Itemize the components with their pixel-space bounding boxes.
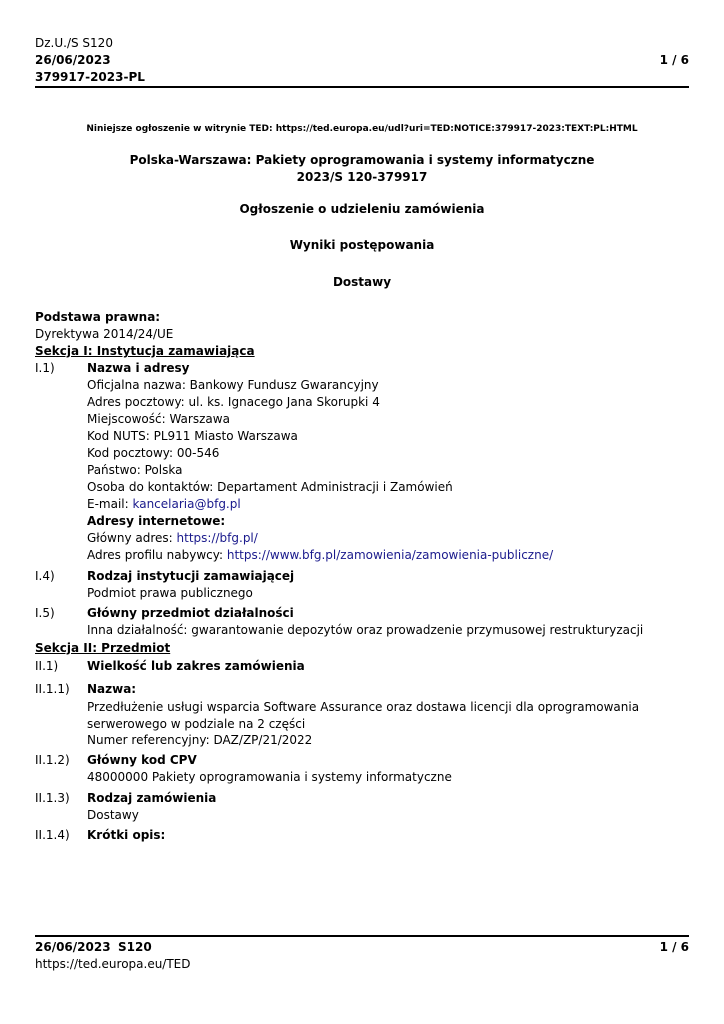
footer-ted-link[interactable]: https://ted.europa.eu/TED — [35, 957, 191, 971]
ii11-value: Przedłużenie usługi wsparcia Software Assurance oraz dostawa licencji dla oprogramowania serwerowego w podziale na 2 części — [87, 700, 640, 731]
notice-type: Ogłoszenie o udzieleniu zamówienia — [239, 202, 485, 216]
legal-basis-value: Dyrektywa 2014/24/UE — [35, 327, 174, 341]
nuts-code: Kod NUTS: PL911 Miasto Warszawa — [87, 429, 298, 443]
ii11-title: Nazwa: — [87, 682, 137, 696]
buyer-profile-row — [87, 548, 553, 562]
ii12-number: II.1.2) — [35, 753, 70, 767]
header-notice-number: 379917-2023-PL — [35, 70, 145, 84]
ii13-value: Dostawy — [87, 808, 139, 822]
contact-person: Osoba do kontaktów: Departament Administracji i Zamówień — [87, 480, 453, 494]
main-address-label: Główny adres: — [87, 531, 177, 545]
notice-title: Polska-Warszawa: Pakiety oprogramowania i systemy informatyczne — [129, 153, 595, 167]
town: Miejscowość: Warszawa — [87, 412, 230, 426]
header-page-number: 1 / 6 — [659, 53, 689, 67]
notice-number: 2023/S 120-379917 — [296, 170, 428, 184]
official-name: Oficjalna nazwa: Bankowy Fundusz Gwarancyjny — [87, 378, 379, 392]
main-address-link[interactable]: https://bfg.pl/ — [176, 531, 258, 545]
header-rule — [35, 86, 689, 88]
postal-address: Adres pocztowy: ul. ks. Ignacego Jana Skorupki 4 — [87, 395, 380, 409]
ii11-reference-number: Numer referencyjny: DAZ/ZP/21/2022 — [87, 733, 313, 747]
internet-addresses-heading: Adresy internetowe: — [87, 514, 226, 528]
notice-link-line[interactable]: Niniejsze ogłoszenie w witrynie TED: https://ted.europa.eu/udl?uri=TED:NOTICE:379917-2023:TEXT:PL:HTML — [86, 124, 638, 134]
notice-contract-type: Dostawy — [332, 275, 392, 289]
email-row — [87, 497, 241, 511]
ii14-number: II.1.4) — [35, 828, 70, 842]
footer-page-number: 1 / 6 — [659, 940, 689, 954]
country: Państwo: Polska — [87, 463, 183, 477]
section-1-heading: Sekcja I: Instytucja zamawiająca — [35, 344, 255, 358]
ii12-value: 48000000 Pakiety oprogramowania i systemy informatyczne — [87, 770, 452, 784]
i4-title: Rodzaj instytucji zamawiającej — [87, 569, 295, 583]
footer-rule — [35, 935, 689, 937]
i4-value: Podmiot prawa publicznego — [87, 586, 253, 600]
legal-basis-label: Podstawa prawna: — [35, 310, 161, 324]
ii13-title: Rodzaj zamówienia — [87, 791, 217, 805]
header-date: 26/06/2023 — [35, 53, 111, 67]
i4-number: I.4) — [35, 569, 55, 583]
email-label: E-mail: — [87, 497, 133, 511]
postal-code: Kod pocztowy: 00-546 — [87, 446, 220, 460]
i5-title: Główny przedmiot działalności — [87, 606, 294, 620]
ii13-number: II.1.3) — [35, 791, 70, 805]
i5-value: Inna działalność: gwarantowanie depozytów oraz prowadzenie przymusowej restrukturyzacji — [87, 623, 644, 637]
footer-date: 26/06/2023 — [35, 940, 111, 954]
ii14-title: Krótki opis: — [87, 828, 166, 842]
ii11-number: II.1.1) — [35, 682, 70, 696]
section-2-heading: Sekcja II: Przedmiot — [35, 641, 171, 655]
ii1-number: II.1) — [35, 659, 59, 673]
notice-results: Wyniki postępowania — [289, 238, 435, 252]
footer-series: S120 — [118, 940, 152, 954]
i5-number: I.5) — [35, 606, 55, 620]
ii1-title: Wielkość lub zakres zamówienia — [87, 659, 305, 673]
buyer-profile-link[interactable]: https://www.bfg.pl/zamowienia/zamowienia-publiczne/ — [226, 548, 554, 562]
main-address-row — [87, 531, 258, 545]
email-link[interactable]: kancelaria@bfg.pl — [132, 497, 241, 511]
buyer-profile-label: Adres profilu nabywcy: — [87, 548, 227, 562]
i1-number: I.1) — [35, 361, 55, 375]
header-oj-ref: Dz.U./S S120 — [35, 36, 113, 50]
ii12-title: Główny kod CPV — [87, 753, 197, 767]
i1-title: Nazwa i adresy — [87, 361, 190, 375]
